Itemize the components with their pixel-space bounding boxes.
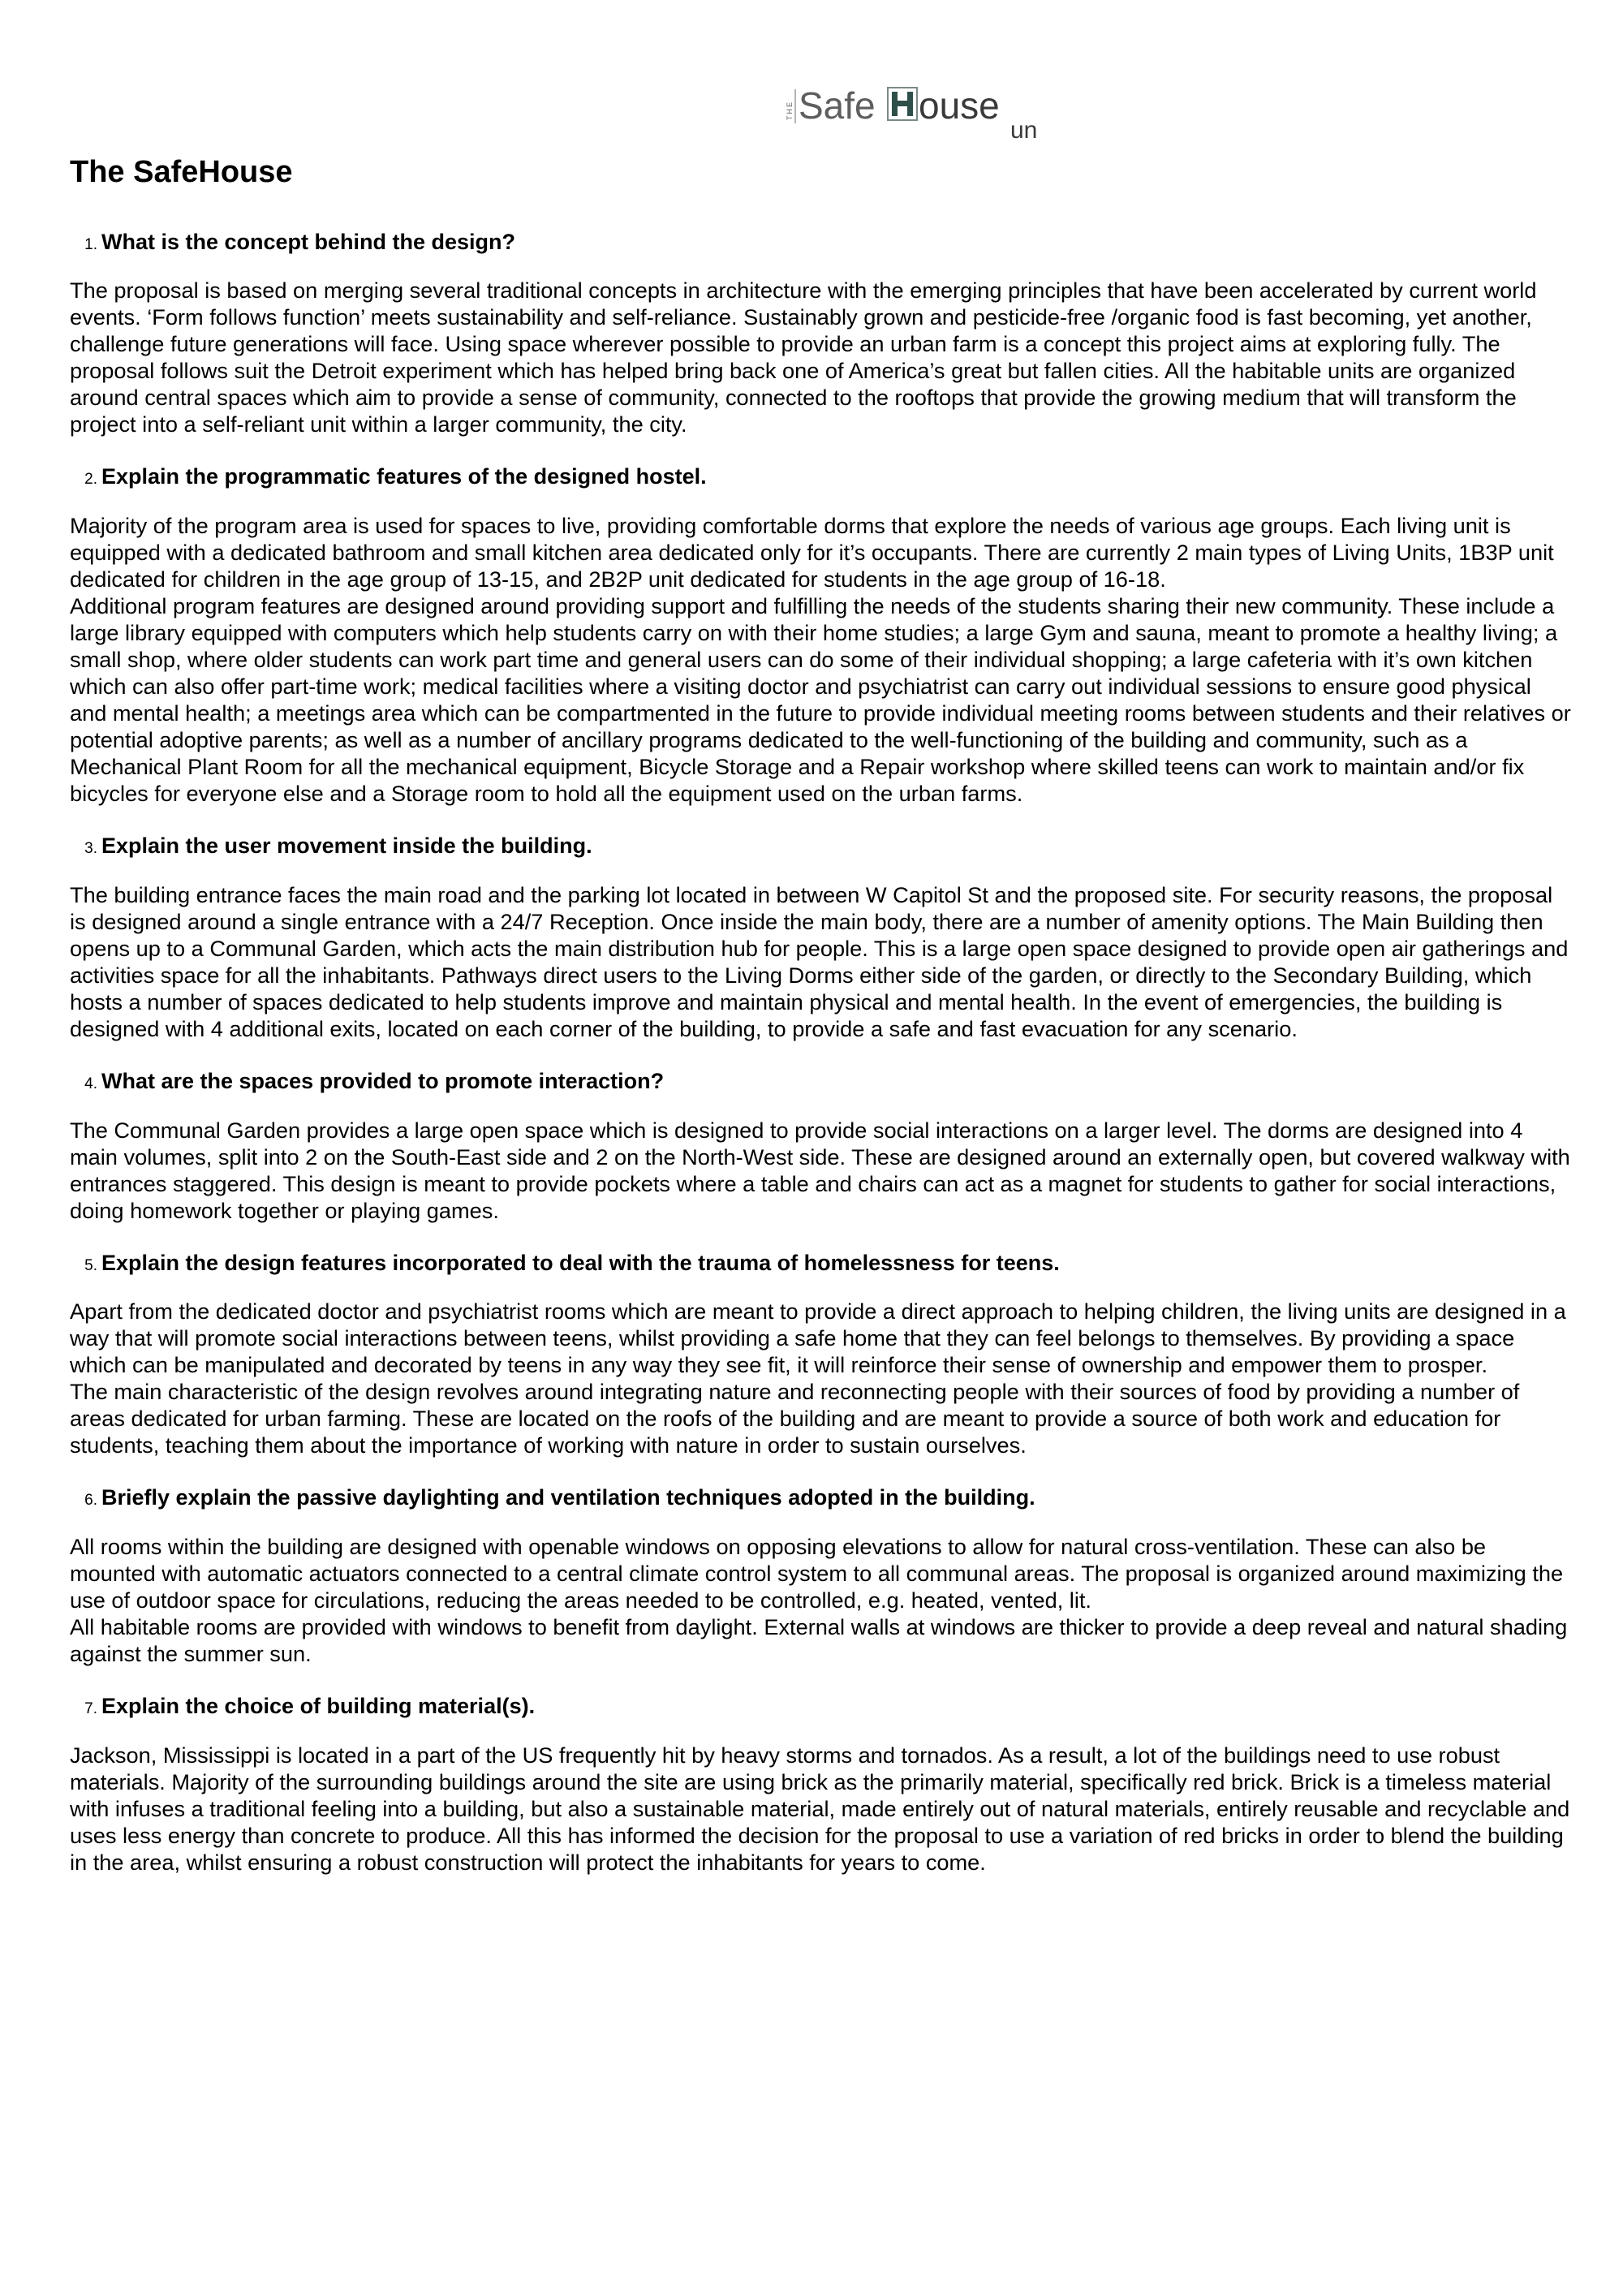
question-number: 1. xyxy=(84,235,97,253)
section-spacer xyxy=(70,1667,1571,1693)
section-5 xyxy=(70,1250,1571,1485)
question-text: What is the concept behind the design? xyxy=(101,229,516,254)
section-1 xyxy=(70,229,1571,464)
question-number: 7. xyxy=(84,1700,97,1718)
answer-paragraph: All rooms within the building are designed with openable windows on opposing elevations to allow for natural cross-ventilation. These can also be mounted with automatic actuators connected to a central climate control system to all communal areas. The proposal is organized around maximizing the use of outdoor space for circulations, reducing the areas needed to be controlled, e.g. heated, vented, lit. xyxy=(70,1534,1564,1613)
section-spacer xyxy=(70,1458,1571,1484)
question-heading xyxy=(70,1693,1571,1721)
section-spacer xyxy=(70,807,1571,833)
question-heading xyxy=(70,229,1571,256)
section-spacer xyxy=(70,1876,1571,1902)
section-spacer xyxy=(70,1224,1571,1250)
question-heading xyxy=(70,1068,1571,1096)
answer-paragraph: The building entrance faces the main road and the parking lot located in between W Capitol St and the proposed site. For security reasons, the proposal is designed around a single entrance with a 24/7 Reception. Once inside the main body, there are a number of amenity options. The Main Building then opens up to a Communal Garden, which acts the main distribution hub for people. This is a large open space designed to provide open air gatherings and activities space for all the inhabitants. Pathways direct users to the Living Dorms either side of the garden, or directly to the Secondary Building, which hosts a number of spaces dedicated to help students improve and maintain physical and mental health. In the event of emergencies, the building is designed with 4 additional exits, located on each corner of the building, to provide a safe and fast evacuation for any scenario. xyxy=(70,881,1569,1041)
logo-suffix: un xyxy=(1010,117,1038,144)
answer-paragraph: The proposal is based on merging several traditional concepts in architecture with the emerging principles that have been accelerated by current world events. ‘Form follows function’ meets sustainability and self-reliance. Sustainably grown and pesticide-free /organic food is fast becoming, yet another, challenge future generations will face. Using space wherever possible to provide an urban farm is a concept this project aims at exploring fully. The proposal follows suit the Detroit experiment which has helped bring back one of America’s great but fallen cities. All the habitable units are organized around central spaces which aim to provide a sense of community, connected to the rooftops that provide the growing medium that will transform the project into a self-reliant unit within a larger community, the city. xyxy=(70,278,1537,437)
logo-word-safe: Safe xyxy=(799,84,876,127)
section-3 xyxy=(70,833,1571,1068)
answer-paragraph: Additional program features are designed around providing support and fulfilling the needs of the students sharing their new community. These include a large library equipped with computers which help students carry on with their home studies; a large Gym and sauna, meant to promote a healthy living; a small shop, where older students can work part time and general users can do some of their individual shopping; a large cafeteria with it’s own kitchen which can also offer part-time work; medical facilities where a visiting doctor and psychiatrist can carry out individual sessions to ensure good physical and mental health; a meetings area which can be compartmented in the future to provide individual meeting rooms between students and their relatives or potential adoptive parents; as well as a number of ancillary programs dedicated to the well-functioning of the building and community, such as a Mechanical Plant Room for all the mechanical equipment, Bicycle Storage and a Repair workshop where skilled teens can work to maintain and/or fix bicycles for everyone else and a Storage room to hold all the equipment used on the urban farms. xyxy=(70,593,1571,807)
question-text: Explain the design features incorporated to deal with the trauma of homelessness for teens. xyxy=(101,1250,1060,1275)
document-body xyxy=(70,154,1571,1902)
question-heading xyxy=(70,1250,1571,1277)
logo-house-mark xyxy=(888,88,917,120)
answer-paragraph: Apart from the dedicated doctor and psychiatrist rooms which are meant to provide a direct approach to helping children, the living units are designed in a way that will promote social interactions between teens, whilst providing a safe home that they can feel belongs to themselves. By providing a space which can be manipulated and decorated by teens in any way they see fit, it will reinforce their sense of ownership and empower them to prosper. xyxy=(70,1299,1566,1378)
section-4 xyxy=(70,1068,1571,1250)
section-7 xyxy=(70,1693,1571,1902)
question-text: What are the spaces provided to promote interaction? xyxy=(101,1068,665,1093)
section-spacer xyxy=(70,1042,1571,1068)
section-spacer xyxy=(70,437,1571,463)
question-heading xyxy=(70,833,1571,860)
question-heading xyxy=(70,1484,1571,1512)
answer-paragraph: The main characteristic of the design revolves around integrating nature and reconnecting people with their sources of food by providing a number of areas dedicated for urban farming. These are located on the roofs of the building and are meant to provide a source of both work and education for students, teaching them about the importance of working with nature in order to sustain ourselves. xyxy=(70,1379,1520,1458)
answer-paragraph: The Communal Garden provides a large open space which is designed to provide social interactions on a larger level. The dorms are designed into 4 main volumes, split into 2 on the South-East side and 2 on the North-West side. These are designed around an externally open, but covered walkway with entrances staggered. This design is meant to provide pockets where a table and chairs can act as a magnet for students to gather for social interactions, doing homework together or playing games. xyxy=(70,1117,1570,1223)
document-title: The SafeHouse xyxy=(70,155,293,189)
answer-paragraph: All habitable rooms are provided with windows to benefit from daylight. External walls at windows are thicker to provide a deep reveal and natural shading against the summer sun. xyxy=(70,1614,1568,1667)
question-text: Explain the programmatic features of the designed hostel. xyxy=(101,464,707,489)
question-number: 5. xyxy=(84,1256,97,1274)
sections-container xyxy=(70,229,1571,1902)
safehouse-logo xyxy=(781,78,1048,144)
section-6 xyxy=(70,1484,1571,1693)
question-number: 2. xyxy=(84,471,97,489)
answer-paragraph: Jackson, Mississippi is located in a part of the US frequently hit by heavy storms and tornados. As a result, a lot of the buildings need to use robust materials. Majority of the surrounding buildings around the site are using brick as the primarily material, specifically red brick. Brick is a timeless material with infuses a traditional feeling into a building, but also a sustainable material, made entirely out of natural materials, entirely reusable and recyclable and uses less energy than concrete to produce. All this has informed the decision for the proposal to use a variation of red bricks in order to blend the building in the area, whilst ensuring a robust construction will protect the inhabitants for years to come. xyxy=(70,1742,1570,1875)
logo-word-ouse: ouse xyxy=(919,84,1000,127)
question-heading xyxy=(70,463,1571,491)
question-number: 4. xyxy=(84,1075,97,1092)
question-number: 6. xyxy=(84,1492,97,1510)
question-text: Briefly explain the passive daylighting and ventilation techniques adopted in the building. xyxy=(101,1485,1035,1510)
question-text: Explain the user movement inside the building. xyxy=(101,834,592,859)
question-text: Explain the choice of building material(s). xyxy=(101,1694,536,1719)
answer-paragraph: Majority of the program area is used for spaces to live, providing comfortable dorms that explore the needs of various age groups. Each living unit is equipped with a dedicated bathroom and small kitchen area dedicated only for it’s occupants. There are currently 2 main types of Living Units, 1B3P unit dedicated for children in the age group of 13-15, and 2B2P unit dedicated for students in the age group of 16-18. xyxy=(70,513,1554,592)
section-2 xyxy=(70,463,1571,833)
logo-prefix: THE xyxy=(786,101,794,120)
question-number: 3. xyxy=(84,840,97,858)
